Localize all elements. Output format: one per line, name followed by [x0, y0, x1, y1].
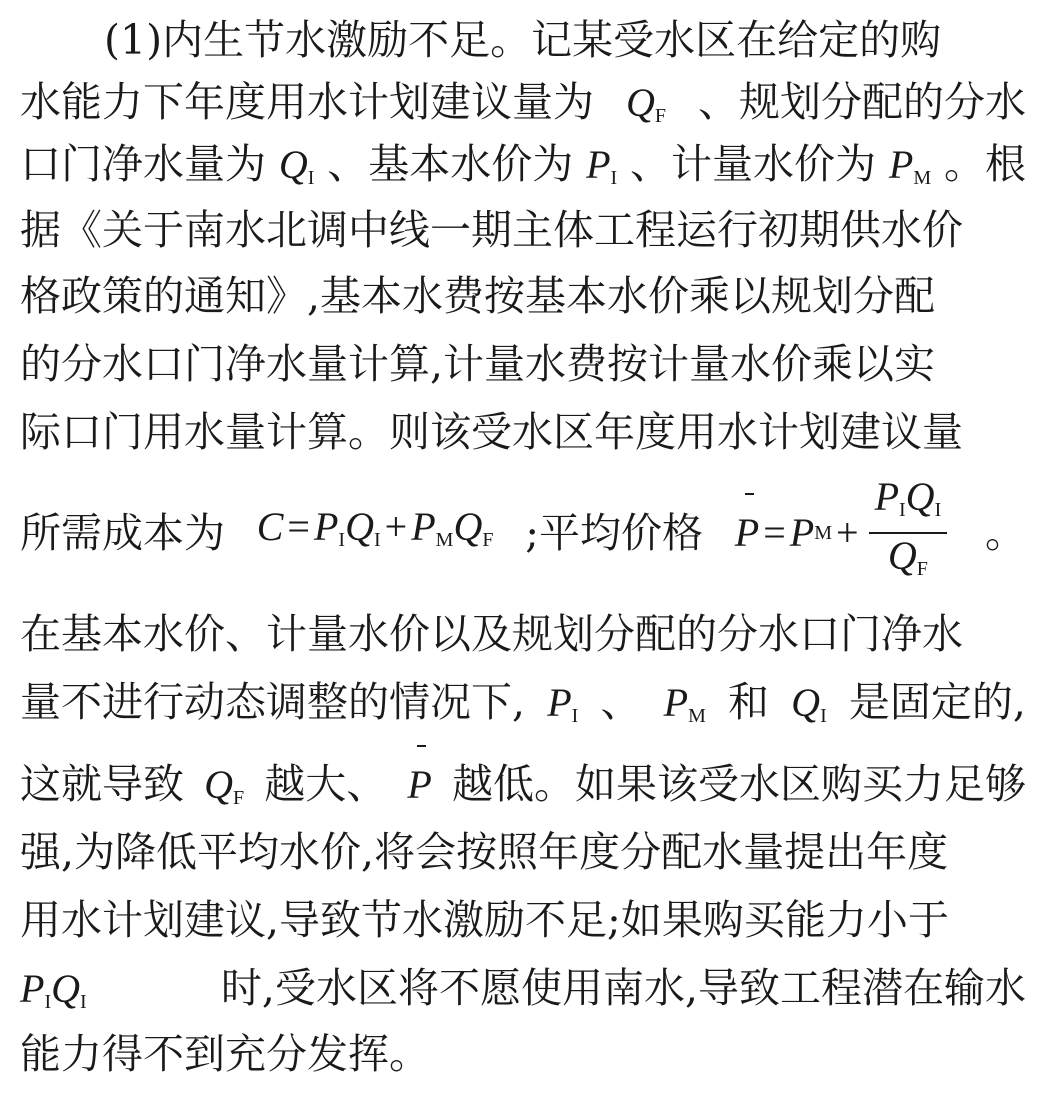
text-segment: 、计量水价为: [630, 140, 877, 188]
math-PI-QI: $P_IQ_I$: [20, 966, 87, 1013]
text-segment: 量不进行动态调整的情况下,: [20, 678, 526, 726]
text-segment: 、规划分配的分水: [697, 78, 1026, 126]
text-line-3: [20, 134, 1026, 208]
text-segment: 越大、: [264, 760, 388, 808]
math-P-M: $P_M$: [888, 142, 932, 189]
text-line-11: [20, 754, 1026, 828]
text-segment: 格政策的通知》,基本水费按基本水价乘以规划分配: [20, 272, 936, 320]
text-segment: 、基本水价为: [327, 140, 574, 188]
math-P-I: $P_I$: [547, 680, 579, 727]
fraction: [869, 475, 948, 591]
text-segment: 水能力下年度用水计划建议量为: [20, 78, 594, 126]
text-segment: 是固定的,: [848, 678, 1026, 726]
text-line-14: [20, 958, 1026, 1032]
text-line-13: [20, 890, 1026, 950]
text-segment: 强,为降低平均水价,将会按照年度分配水量提出年度: [20, 828, 949, 876]
text-segment: 这就导致: [20, 760, 184, 808]
average-price-formula: P = P M + $\frac{P_IQ_I}{Q_F}$: [735, 475, 953, 591]
text-segment: 时,受水区将不愿使用南水,导致工程潜在输水: [220, 964, 1026, 1012]
text-line-8-equation: [20, 474, 1026, 588]
text-segment: 。根: [943, 140, 1026, 188]
math-Q-F: $Q_F$: [625, 80, 666, 127]
text-line-5: [20, 266, 1026, 326]
text-line-12: [20, 822, 1026, 882]
text-line-9: [20, 604, 1026, 664]
math-Q-I: $Q_I$: [278, 142, 315, 189]
cost-formula: $C = P_IQ_I + P_MQ_F$: [256, 503, 494, 551]
math-Q-F: $Q_F$: [204, 762, 245, 809]
text-segment: 的分水口门净水量计算,计量水费按计量水价乘以实: [20, 340, 936, 388]
text-segment: 用水计划建议,导致节水激励不足;如果购买能力小于: [20, 896, 949, 944]
p-bar-symbol: P: [407, 755, 431, 815]
text-line-4: [20, 200, 1026, 260]
math-P-I: $P_I$: [586, 142, 618, 189]
text-segment: 据《关于南水北调中线一期主体工程运行初期供水价: [20, 206, 963, 254]
text-segment: 所需成本为: [20, 509, 225, 557]
text-line-15: [20, 1024, 1026, 1084]
text-segment: 和: [728, 678, 770, 726]
text-segment: 口门净水量为: [20, 140, 266, 188]
fraction-numerator: $P_IQ_I$: [874, 474, 942, 521]
text-segment: 能力得不到充分发挥。: [20, 1030, 430, 1078]
text-segment: 际口门用水量计算。则该受水区年度用水计划建议量: [20, 408, 963, 456]
p-bar-symbol: P: [735, 503, 759, 563]
text-segment: 。: [984, 509, 1026, 557]
text-segment: ;平均价格: [525, 509, 704, 557]
text-line-10: [20, 672, 1026, 746]
text-segment: 、: [600, 678, 642, 726]
text-segment: (1)内生节水激励不足。记某受水区在给定的购: [104, 16, 942, 64]
math-P-M: $P_M$: [663, 680, 706, 727]
text-line-1: [104, 10, 1026, 70]
math-Q-I: $Q_I$: [791, 680, 827, 727]
text-line-7: [20, 402, 1026, 462]
text-segment: 越低。如果该受水区购买力足够: [451, 760, 1026, 808]
text-segment: 在基本水价、计量水价以及规划分配的分水口门净水: [20, 610, 963, 658]
fraction-denominator: $Q_F$: [887, 533, 928, 580]
text-line-6: [20, 334, 1026, 394]
